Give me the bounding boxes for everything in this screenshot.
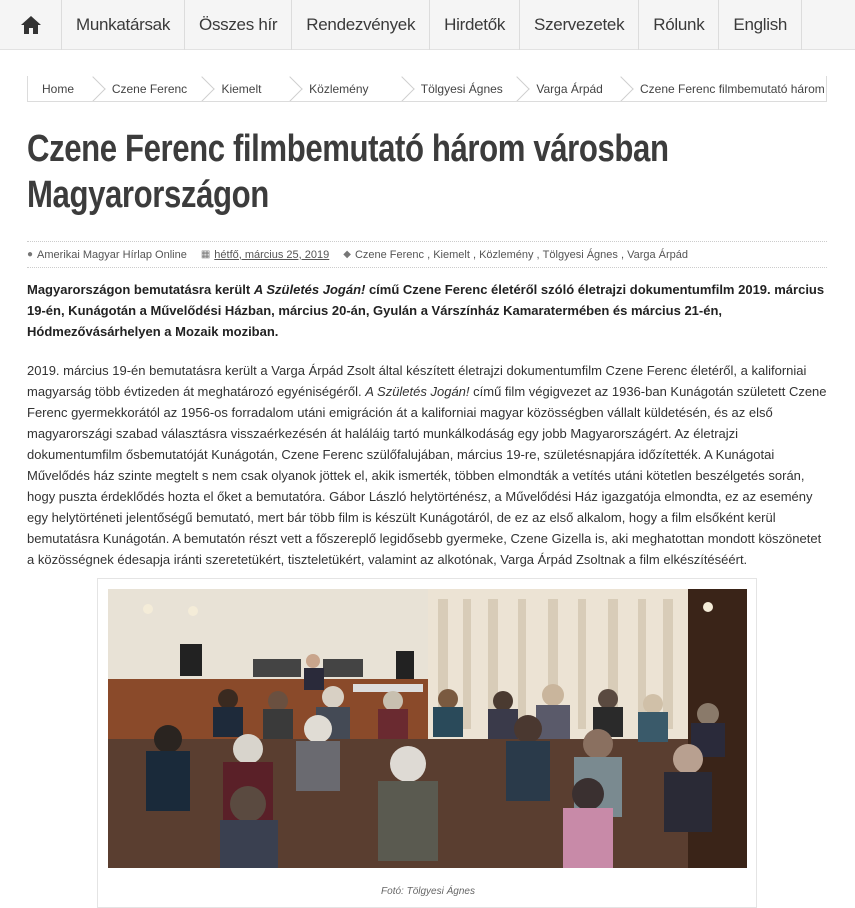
tags-meta: ◆ Czene Ferenc , Kiemelt , Közlemény , Tölgyesi Ágnes , Varga Árpád [343,248,689,261]
home-icon [20,15,42,35]
breadcrumb-tolgyesi-agnes[interactable]: Tölgyesi Ágnes [407,76,523,102]
breadcrumb-czene-ferenc[interactable]: Czene Ferenc [98,76,208,102]
nav-item-english[interactable]: English [719,0,802,50]
tag-link[interactable]: Varga Árpád [627,248,689,261]
nav-item-hirdetok[interactable]: Hirdetők [430,0,520,50]
breadcrumb-varga-arpad[interactable]: Varga Árpád [522,76,626,102]
tag-link[interactable]: Tölgyesi Ágnes [542,248,618,261]
date-meta [201,249,329,261]
breadcrumb-current: Czene Ferenc filmbemutató három [640,82,825,96]
nav-item-osszes-hir[interactable]: Összes hír [185,0,292,50]
tag-link[interactable]: Czene Ferenc [354,248,425,261]
tag-link[interactable]: Közlemény [479,248,534,261]
audience-photo-illustration [108,589,747,868]
nav-item-szervezetek[interactable]: Szervezetek [520,0,639,50]
article-title: Czene Ferenc filmbemutató három városban Magyarországon [27,128,669,216]
home-button[interactable] [0,0,62,50]
photo-caption: Fotó: Tölgyesi Ágnes [381,886,475,897]
nav-item-rolunk[interactable]: Rólunk [639,0,719,50]
breadcrumb-kiemelt[interactable]: Kiemelt [207,76,295,102]
breadcrumb-home[interactable]: Home [28,76,98,102]
article-meta [27,241,827,268]
tag-link[interactable]: Kiemelt [433,248,470,261]
event-photo[interactable] [108,589,747,868]
author-meta [27,249,187,261]
nav-item-rendezvenyek[interactable]: Rendezvények [292,0,430,50]
tags-icon: ◆ [343,249,351,260]
author-name[interactable]: Amerikai Magyar Hírlap Online [37,248,187,261]
user-icon: ● [27,249,34,260]
breadcrumb-kozlemeny[interactable]: Közlemény [295,76,407,102]
breadcrumb [27,76,827,102]
calendar-icon: ▦ [200,249,211,260]
article-lead: Magyarországon bemutatásra került A Születés Jogán! című Czene Ferenc életéről szóló életrajzi dokumentumfilm 2019. március 19-én, Kunágotán a Művelődési Házban, március 20-án, Gyulán a Várszínház Kamaratermében és március 21-én, Hódmezővásárhelyen a Mozaik moziban. [27,282,825,339]
nav-item-munkatarsak[interactable]: Munkatársak [62,0,185,50]
article-figure [97,578,757,908]
article-date: hétfő, március 25, 2019 [214,248,330,261]
article-body: 2019. március 19-én bemutatásra került a Varga Árpád Zsolt által készített életrajzi dokumentumfilm Czene Ferenc életéről, a kaliforniai magyarság több évtizeden át meghatározó egyéniségéről. A Születés Jogán! című film végigvezet az 1936-ban Kunágotán született Czene Ferenc gyermekkorától az 1956-os forradalom utáni emigráción át a kaliforniai magyar közösségben vállalt küldetésén, és az első magyarországi szabad választásra visszaérkezésén át haláláig tartó munkálkodáság egy jobb Magyarországért. Az életrajzi dokumentumfilm ősbemutatóját Kunágotán, Czene Ferenc szülőfalujában, március 19-re, születésnapjára időzítették. A Kunágotai Művelődés ház szinte megtelt s nem csak olyanok jöttek el, akik ismerték, többen elmondták a vetítés utáni kötetlen beszélgetés során, hogy puszta érdeklődés hozta el őket a bemutatóra. Gábor László helytörténész, a Művelődési Ház igazgatója elmondta, ez az esemény egy helytörténeti jelentőségű bemutató, mert bár több film is készült Kunágotáról, de ez az első alkalom, hogy a film elsőként kerül bemutatásra Kunágotán. A bemutatón részt vett a főszereplő legidősebb gyermeke, Czene Gizella is, aki meghatottan mondott köszönetet a közösségnek édesapja iránti szeretetükért, tiszteletükért, valamint az alkotónak, Varga Árpád Zsoltnak a film elkészítéséért. [27,363,827,567]
top-navigation [0,0,855,50]
